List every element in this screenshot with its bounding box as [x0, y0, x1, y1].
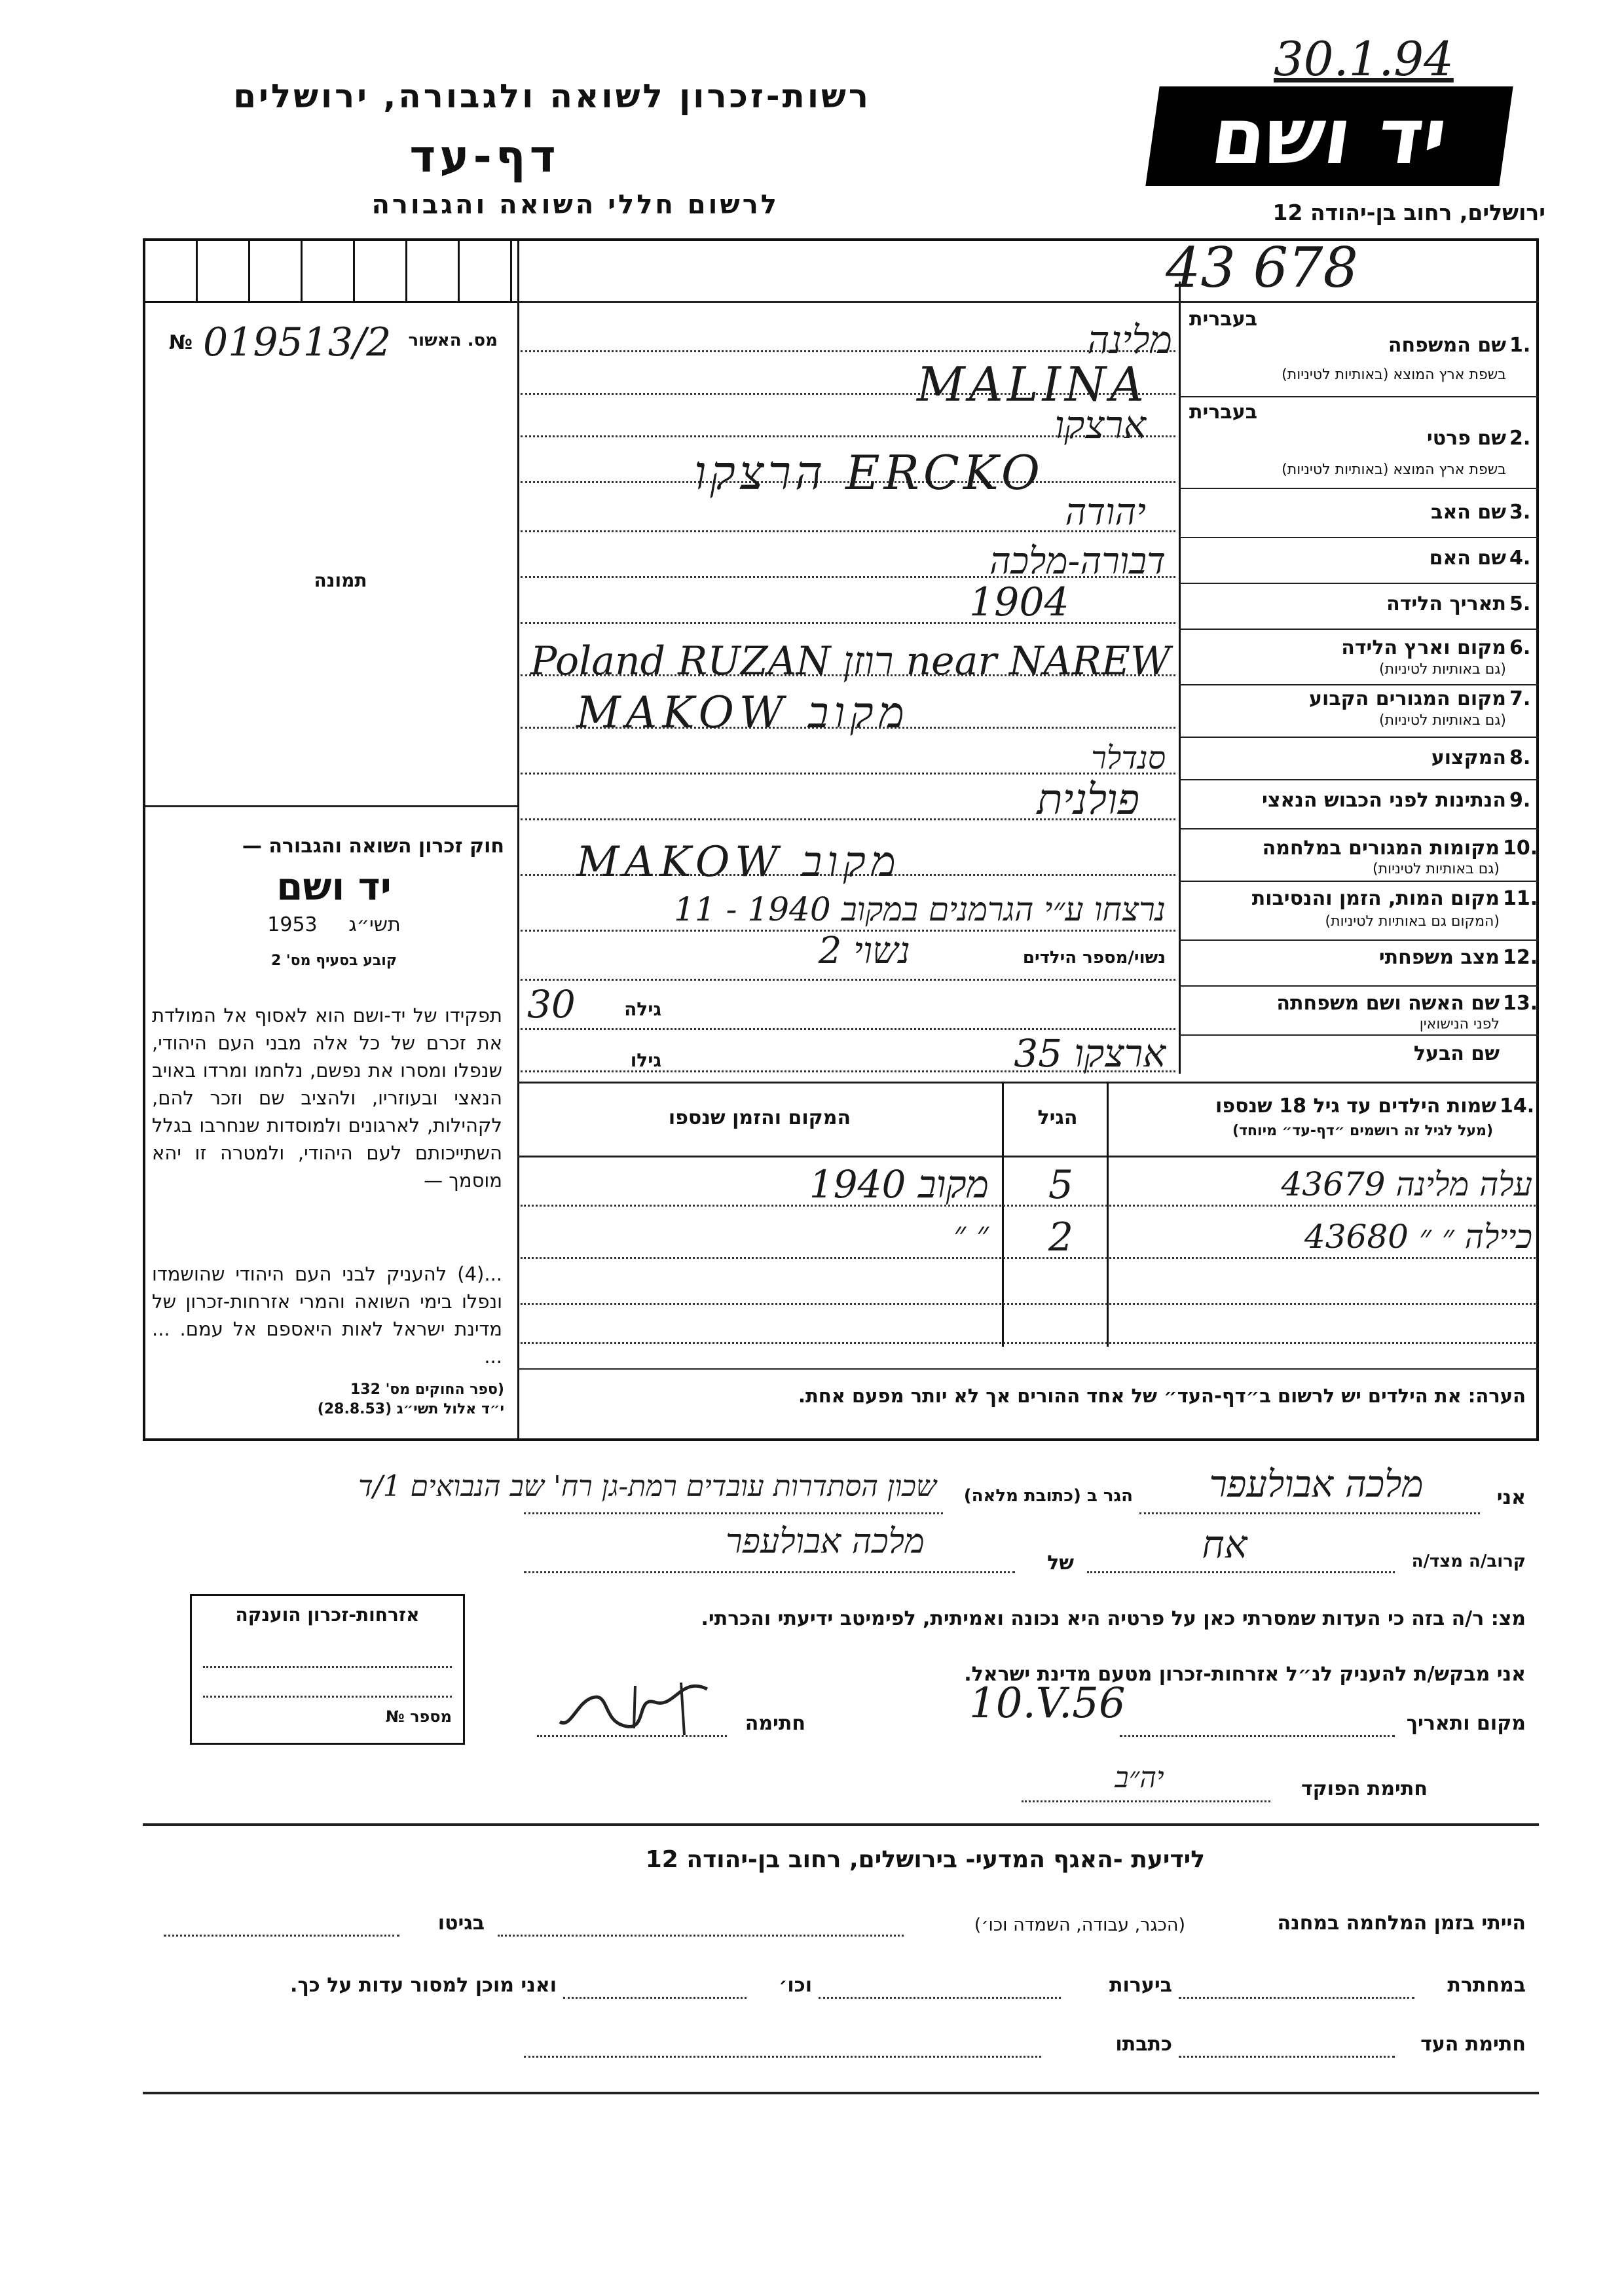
law-year: [196, 913, 471, 936]
field-13-number: 13.: [1503, 992, 1538, 1015]
children-number: 14.: [1500, 1095, 1535, 1118]
field-5-value: 1904: [969, 579, 1069, 625]
field-3-label: שם האב: [1431, 501, 1506, 524]
field-13-value: 30: [527, 982, 576, 1027]
photo-area-bottom: [145, 805, 517, 807]
field-1-value-latin: MALINA: [917, 357, 1148, 412]
decl-statement: מצ: ר/ה בזה כי העדות שמסרתי כאן על פרטיה היא נכונה ואמיתית, לפימיטב ידיעתי והכרתי.: [701, 1607, 1526, 1630]
law-reference-date: י״ד אלול תשי״ג (28.8.53): [317, 1401, 504, 1417]
field-line: [521, 622, 1175, 624]
field-6-label: מקום וארץ הלידה: [1341, 636, 1506, 659]
authority-title: רשות-זכרון לשואה ולגבורה, ירושלים: [233, 77, 871, 115]
field-12-value: נשוי 2: [818, 930, 910, 972]
field-11-value: נרצחו ע״י הגרמנים במקוב 1940 - 11: [674, 890, 1166, 928]
label-sep: [1179, 828, 1539, 829]
field-2-value-latin: הרצקו ERCKO: [694, 445, 1044, 500]
law-text-2: ...(4) להעניק לבני העם היהודי שהושמדו ונפלו בימי השואה והמרי אזרחות-זכרון של מדינת ישראל לאות היאספם אל עמם. ... ...: [152, 1263, 502, 1368]
decl-line: [1087, 1571, 1395, 1573]
field-line: [521, 979, 1175, 981]
label-column-divider: [1179, 282, 1181, 1074]
children-header-bottom: [517, 1156, 1539, 1157]
children-label: שמות הילדים עד גיל 18 שנספו: [1215, 1095, 1496, 1118]
decl-line: [1120, 1735, 1395, 1737]
husband-inline-label: גילו: [630, 1049, 661, 1071]
children-col-place: המקום והזמן שנספו: [668, 1106, 851, 1129]
field-8-label: המקצוע: [1431, 746, 1506, 769]
label-sep: [1179, 881, 1539, 882]
note-top: [517, 1368, 1539, 1370]
decl-of-value: מלכה אבולעפר: [726, 1522, 925, 1561]
child-2-age: 2: [1048, 1214, 1074, 1260]
field-1-label: שם המשפחה: [1388, 334, 1506, 357]
children-row-line: [521, 1342, 1536, 1344]
field-1-value-hebrew: מלינה: [1087, 318, 1172, 362]
citizenship-box-title: אזרחות-זכרון הוענקה: [235, 1604, 420, 1626]
decl-line: [524, 1512, 943, 1514]
decl-i-label: אני: [1496, 1486, 1526, 1509]
label-sep: [1179, 939, 1539, 941]
law-year-hebrew: תשי״ג: [348, 913, 401, 936]
child-2-name: כיילה ״ ״ 43680: [1304, 1218, 1532, 1256]
bottom-line-dots: [498, 1935, 904, 1937]
bottom-line-dots: [524, 2056, 1041, 2058]
field-5-number: 5.: [1509, 592, 1531, 615]
field-2-label: שם פרטי: [1426, 427, 1506, 450]
form-subtitle: לרשום חללי השואה והגבורה: [371, 190, 779, 220]
photo-label: תמונה: [314, 570, 367, 591]
field-6-sublabel: (גם באותיות לטיניות): [1379, 661, 1506, 678]
decl-of-label: של: [1047, 1552, 1074, 1575]
field-1-hebrew-tag: בעברית: [1189, 308, 1257, 331]
decl-i-value: מלכה אבולעפר: [1209, 1463, 1424, 1506]
decl-place-date-label: מקום ותאריך: [1406, 1712, 1526, 1735]
field-2-hebrew-tag: בעברית: [1189, 401, 1257, 424]
decl-request: אני מבקש/ת להעניק לנ״ל אזרחות-זכרון מטעם מדינת ישראל.: [964, 1663, 1526, 1686]
children-col-divider: [1107, 1082, 1109, 1347]
record-number: 43 678: [1166, 236, 1358, 300]
law-text: תפקידו של יד-ושם הוא לאסוף אל המולדת את זכרם של כל אלה מבני העם היהודי, שנפלו ומסרו את נפשם, נלחמו ומרדו באויב הנאצי ובעוזריו, ולהציב שם וזכר להם, לקהילות, לארגונים ולמוסדות שנחרבו בגלל השתייכותם לעם היהודי, ולמטרה זו יהא מוסמך —: [152, 1004, 502, 1192]
field-4-number: 4.: [1509, 547, 1531, 570]
bottom-line2-c: וכו׳: [779, 1974, 812, 1997]
field-6-value: Poland RUZAN רוזן near NAREW: [530, 638, 1171, 684]
decl-officer-value: יה״ב: [1115, 1761, 1164, 1795]
field-2-value-hebrew: ארצקו: [1054, 403, 1146, 447]
bottom-line2-d: ואני מוכן למסור עדות על כך.: [290, 1974, 557, 1997]
decl-signature: [550, 1663, 720, 1748]
husband-value: ארצקו 35: [1014, 1031, 1166, 1076]
citizenship-box-number: מספר №: [385, 1707, 452, 1726]
field-8-value: סנדלר: [1091, 740, 1166, 776]
field-2-sublabel: בשפת ארץ המוצא (באותיות לטיניות): [1282, 462, 1506, 478]
child-2-place: ״ ״: [953, 1214, 989, 1252]
bottom-line-dots: [563, 1997, 747, 1999]
approval-number: 019513/2: [203, 319, 392, 365]
field-13-label: שם האשה ושם משפחתה: [1276, 992, 1500, 1015]
child-1-place: מקוב 1940: [809, 1162, 989, 1207]
law-section: קובע בסעיף מס' 2: [270, 953, 397, 969]
citizenship-box-line: [203, 1696, 452, 1698]
decl-line: [1022, 1800, 1270, 1802]
bottom-line-dots: [164, 1935, 399, 1937]
field-10-value: MAKOW מקוב: [576, 838, 901, 886]
approval-no-prefix: №: [169, 331, 193, 354]
decl-resident-value: שכון הסתדרות עובדים רמת-גן רח' שב הנבואים 1/ד: [358, 1470, 936, 1503]
label-sep: [1179, 396, 1539, 397]
decl-relation-label: קרוב/ה מצד/ה: [1411, 1552, 1526, 1571]
husband-label: שם הבעל: [1413, 1042, 1500, 1065]
label-sep: [1179, 629, 1539, 630]
bottom-line-dots: [1179, 2056, 1395, 2058]
field-12-inline-label: נשוי/מספר הילדים: [1022, 948, 1166, 968]
signature-scribble: [550, 1663, 720, 1748]
bottom-section-bottom: [143, 2092, 1539, 2094]
label-sep: [1179, 737, 1539, 738]
bottom-line2-a: במחתרת: [1447, 1974, 1526, 1997]
label-sep: [1179, 684, 1539, 685]
field-7-value: MAKOW מקוב: [576, 687, 910, 738]
field-1-sublabel: בשפת ארץ המוצא (באותיות לטיניות): [1282, 367, 1506, 383]
decl-place-date-value: 10.V.56: [969, 1679, 1126, 1728]
field-line: [521, 1028, 1175, 1030]
bottom-line1-b: (הכגר, עבודה, השמדה וכו׳): [974, 1915, 1185, 1935]
field-3-number: 3.: [1509, 501, 1531, 524]
field-9-number: 9.: [1509, 789, 1531, 812]
field-10-label: מקומות המגורים במלחמה: [1262, 837, 1500, 860]
label-sep: [1179, 488, 1539, 489]
children-row-line: [521, 1257, 1536, 1259]
law-reference: (ספר החוקים מס' 132: [350, 1381, 504, 1398]
field-4-value: דבורה-מלכה: [989, 540, 1166, 583]
bottom-section-top: [143, 1823, 1539, 1826]
field-7-sublabel: (גם באותיות לטיניות): [1379, 712, 1506, 729]
field-9-value: פולנית: [1037, 776, 1139, 824]
field-6-number: 6.: [1509, 636, 1531, 659]
label-sep: [1179, 985, 1539, 987]
children-sublabel: (מעל לגיל זה רושמים ״דף-עד״ מיוחד): [1232, 1123, 1493, 1139]
citizenship-box-line: [203, 1666, 452, 1668]
decl-line: [1139, 1512, 1480, 1514]
label-sep: [1179, 1034, 1539, 1036]
decl-line: [524, 1571, 1015, 1573]
left-panel-divider: [517, 238, 519, 1441]
field-4-label: שם האם: [1429, 547, 1506, 570]
children-col-divider: [1002, 1082, 1004, 1347]
law-name: יד ושם: [276, 864, 392, 909]
bottom-line1-a: הייתי בזמן המלחמה במחנה: [1277, 1912, 1526, 1935]
law-year-number: 1953: [267, 913, 318, 936]
label-sep: [1179, 779, 1539, 780]
field-5-label: תאריך הלידה: [1386, 592, 1506, 615]
note-text: הערה: את הילדים יש לרשום ב״דף-העד״ של אחד ההורים אך לא יותר מפעם אחת.: [798, 1385, 1526, 1407]
bottom-line2-b: ביערות: [1109, 1974, 1172, 1997]
child-1-age: 5: [1048, 1162, 1074, 1208]
field-8-number: 8.: [1509, 746, 1531, 769]
field-10-sublabel: (גם באותיות לטיניות): [1373, 861, 1500, 877]
law-title: חוק זכרון השואה והגבורה —: [242, 835, 504, 858]
child-1-name: עלה מלינה 43679: [1281, 1165, 1532, 1203]
field-11-label: מקום המות, הזמן והנסיבות: [1251, 887, 1500, 910]
field-11-sublabel: (המקום גם באותיות לטיניות): [1325, 913, 1500, 930]
field-3-value: יהודה: [1065, 491, 1146, 534]
field-12-number: 12.: [1503, 946, 1538, 969]
children-top: [517, 1082, 1539, 1084]
approval-label: מס. האשור: [408, 331, 498, 350]
field-9-label: הנתינות לפני הכבוש הנאצי: [1262, 789, 1506, 812]
label-sep: [1179, 583, 1539, 584]
children-col-age: הגיל: [1037, 1106, 1078, 1129]
bottom-line-dots: [819, 1997, 1061, 1999]
field-12-label: מצב משפחתי: [1378, 946, 1500, 969]
index-grid: [145, 241, 517, 303]
form-title: דף-עד: [409, 131, 560, 183]
bottom-line3-b: כתבתו: [1115, 2033, 1172, 2056]
bottom-line-dots: [1179, 1997, 1414, 1999]
field-11-number: 11.: [1503, 887, 1538, 910]
decl-resident-label: הגר ב (כתובת מלאה): [963, 1486, 1133, 1506]
field-1-number: 1.: [1509, 334, 1531, 357]
label-sep: [1179, 537, 1539, 538]
field-13-inline-label: גילה: [624, 998, 661, 1020]
field-13-sublabel: לפני הנישואין: [1419, 1016, 1500, 1032]
field-2-number: 2.: [1509, 427, 1531, 450]
bottom-line1-c: בגיטו: [437, 1912, 485, 1935]
children-row-line: [521, 1303, 1536, 1305]
bottom-title: לידיעת -האגף המדעי- בירושלים, רחוב בן-יהודה 12: [645, 1846, 1205, 1873]
decl-signature-label: חתימה: [745, 1712, 805, 1735]
handwritten-date: 30.1.94: [1274, 31, 1454, 86]
field-10-number: 10.: [1503, 837, 1538, 860]
field-7-label: מקום המגורים הקבוע: [1309, 687, 1506, 710]
decl-officer-label: חתימת הפוקד: [1301, 1777, 1428, 1800]
field-7-number: 7.: [1509, 687, 1531, 710]
decl-relation-value: אח: [1202, 1522, 1247, 1567]
bottom-line3-a: חתימת העד: [1420, 2033, 1526, 2056]
yad-vashem-logo: יד ושם: [1145, 86, 1513, 186]
address: ירושלים, רחוב בן-יהודה 12: [1272, 200, 1545, 225]
top-row-line: [517, 301, 1539, 303]
